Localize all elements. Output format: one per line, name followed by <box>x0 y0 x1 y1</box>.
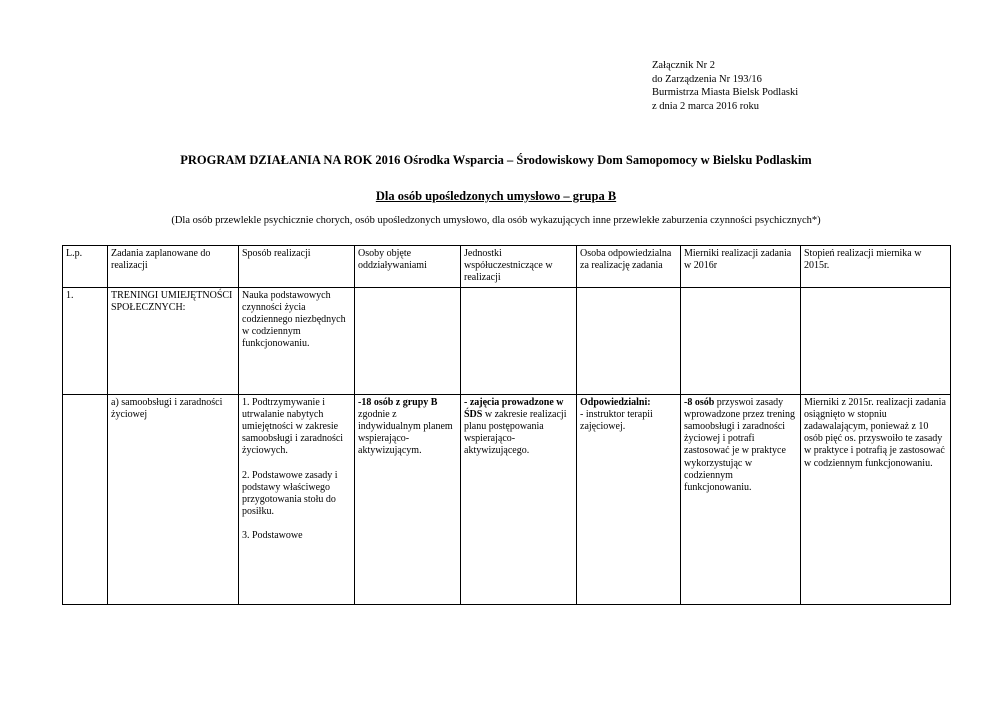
document-subtitle: Dla osób upośledzonych umysłowo – grupa B <box>375 189 617 203</box>
persons-text: zgodnie z indywidualnym planem wspierająco-aktywizującym. <box>358 408 453 457</box>
header-lp: L.p. <box>63 246 108 288</box>
row2-units <box>461 394 577 604</box>
header-task: Zadania zaplanowane do realizacji <box>108 246 239 288</box>
row2-degree: Mierniki z 2015r. realizacji zadania osiągnięto w stopniu zadawalającym, ponieważ z 10 osób pięć os. przyswoiło te zasady w praktyce i potrafią je zastosować w codziennym funkcjonowaniu. <box>801 394 951 604</box>
units-text: w zakresie realizacji planu postępowania wspierająco-aktywizującego. <box>464 408 567 457</box>
table-row <box>63 394 951 604</box>
header-units: Jednostki współuczestniczące w realizacji <box>461 246 577 288</box>
document-title: PROGRAM DZIAŁANIA NA ROK 2016 Ośrodka Wsparcia – Środowiskowy Dom Samopomocy w Bielsku Podlaskim <box>180 153 812 167</box>
row1-task: TRENINGI UMIEJĘTNOŚCI SPOŁECZNYCH: <box>108 287 239 394</box>
row2-task: a) samoobsługi i zaradności życiowej <box>108 394 239 604</box>
header-measures: Mierniki realizacji zadania w 2016r <box>681 246 801 288</box>
annex-line-3: Burmistrza Miasta Bielsk Podlaski <box>652 87 799 98</box>
responsible-bold: Odpowiedzialni: <box>580 396 651 408</box>
header-responsible: Osoba odpowiedzialna za realizację zadania <box>577 246 681 288</box>
row1-degree <box>801 287 951 394</box>
annex-header <box>652 59 798 113</box>
method-item-1: 1. Podtrzymywanie i utrwalanie nabytych umiejętności w zakresie samoobsługi i zaradności życiowych. <box>242 396 344 457</box>
row2-measures <box>681 394 801 604</box>
row1-method: Nauka podstawowych czynności życia codziennego niezbędnych w codziennym funkcjonowaniu. <box>239 287 355 394</box>
row1-lp: 1. <box>63 287 108 394</box>
header-persons: Osoby objęte oddziaływaniami <box>355 246 461 288</box>
method-item-2: 2. Podstawowe zasady i podstawy właściwego przygotowania stołu do posiłku. <box>242 469 338 518</box>
units-bold: - zajęcia prowadzone w ŚDS <box>464 396 564 420</box>
header-degree: Stopień realizacji miernika w 2015r. <box>801 246 951 288</box>
table-row <box>63 287 951 394</box>
row2-lp <box>63 394 108 604</box>
row1-persons <box>355 287 461 394</box>
program-table <box>62 245 951 605</box>
table-header-row <box>63 246 951 288</box>
annex-line-1: Załącznik Nr 2 <box>652 60 715 71</box>
row1-units <box>461 287 577 394</box>
persons-bold: -18 osób z grupy B <box>358 396 438 408</box>
annex-line-4: z dnia 2 marca 2016 roku <box>652 100 760 112</box>
row2-method <box>239 394 355 604</box>
method-item-3: 3. Podstawowe <box>242 530 303 542</box>
responsible-text: - instruktor terapii zajęciowej. <box>580 408 653 433</box>
measures-bold: -8 osób <box>684 396 715 408</box>
annex-line-2: do Zarządzenia Nr 193/16 <box>652 73 762 85</box>
row1-measures <box>681 287 801 394</box>
header-method: Sposób realizacji <box>239 246 355 288</box>
row2-responsible <box>577 394 681 604</box>
row2-persons <box>355 394 461 604</box>
measures-text: przyswoi zasady wprowadzone przez trening samoobsługi i zaradności życiowej i potrafi zastosować je w praktyce wykorzystując w codziennym funkcjonowaniu. <box>684 396 796 494</box>
document-note: (Dla osób przewlekle psychicznie chorych, osób upośledzonych umysłowo, dla osób wykazujących inne przewlekłe zaburzenia czynności psychicznych*) <box>171 215 821 226</box>
row1-responsible <box>577 287 681 394</box>
